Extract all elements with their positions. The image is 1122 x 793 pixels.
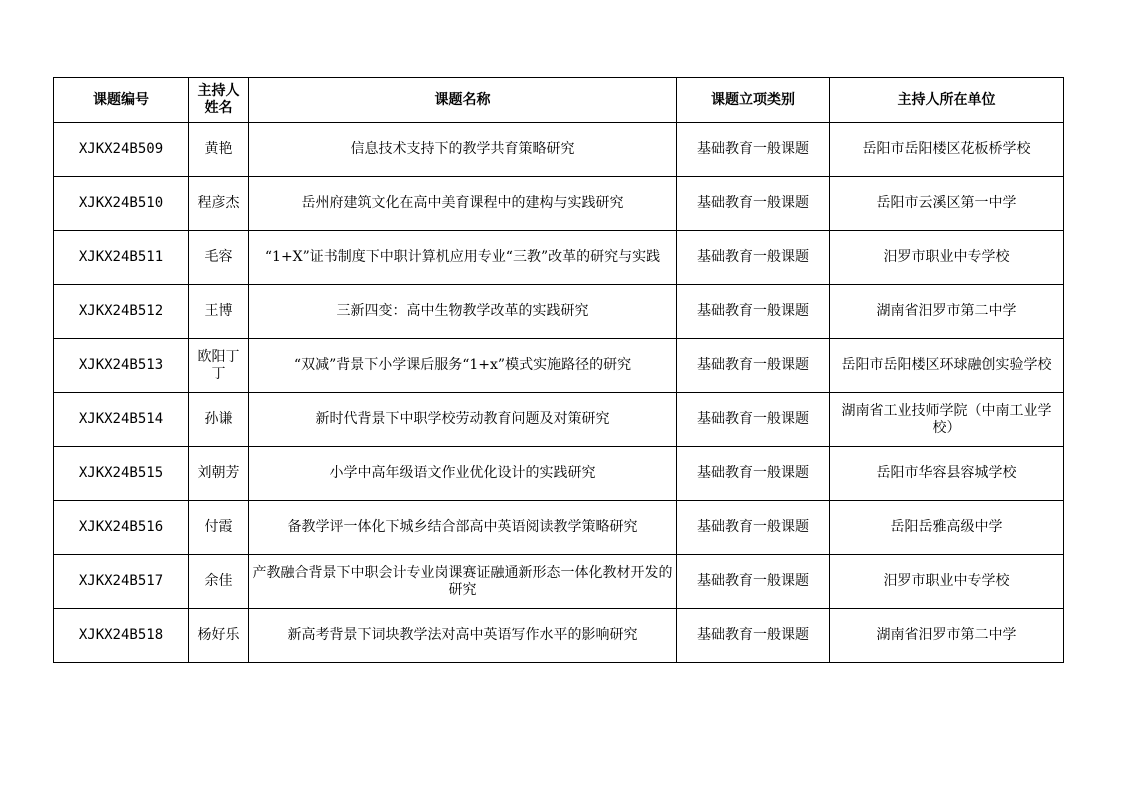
cell-host: 杨好乐 bbox=[189, 609, 249, 663]
cell-title: 新时代背景下中职学校劳动教育问题及对策研究 bbox=[249, 393, 677, 447]
cell-title: “双减”背景下小学课后服务“1+x”模式实施路径的研究 bbox=[249, 339, 677, 393]
cell-host: 王博 bbox=[189, 285, 249, 339]
table-row bbox=[54, 555, 1064, 609]
cell-code: XJKX24B511 bbox=[54, 231, 189, 285]
cell-unit: 汨罗市职业中专学校 bbox=[830, 231, 1064, 285]
cell-category: 基础教育一般课题 bbox=[677, 177, 830, 231]
cell-category: 基础教育一般课题 bbox=[677, 555, 830, 609]
cell-code: XJKX24B513 bbox=[54, 339, 189, 393]
cell-code: XJKX24B514 bbox=[54, 393, 189, 447]
cell-category: 基础教育一般课题 bbox=[677, 285, 830, 339]
table-header-row bbox=[54, 78, 1064, 123]
header-category: 课题立项类别 bbox=[677, 78, 830, 123]
cell-host: 程彦杰 bbox=[189, 177, 249, 231]
cell-host: 余佳 bbox=[189, 555, 249, 609]
cell-unit: 岳阳市岳阳楼区花板桥学校 bbox=[830, 123, 1064, 177]
cell-unit: 汨罗市职业中专学校 bbox=[830, 555, 1064, 609]
cell-unit: 湖南省工业技师学院（中南工业学校） bbox=[830, 393, 1064, 447]
cell-title: 岳州府建筑文化在高中美育课程中的建构与实践研究 bbox=[249, 177, 677, 231]
project-list-sheet bbox=[53, 77, 1063, 663]
cell-unit: 湖南省汨罗市第二中学 bbox=[830, 285, 1064, 339]
cell-code: XJKX24B517 bbox=[54, 555, 189, 609]
cell-category: 基础教育一般课题 bbox=[677, 609, 830, 663]
table-row bbox=[54, 393, 1064, 447]
cell-host: 黄艳 bbox=[189, 123, 249, 177]
cell-code: XJKX24B509 bbox=[54, 123, 189, 177]
header-title: 课题名称 bbox=[249, 78, 677, 123]
cell-unit: 湖南省汨罗市第二中学 bbox=[830, 609, 1064, 663]
cell-category: 基础教育一般课题 bbox=[677, 393, 830, 447]
cell-category: 基础教育一般课题 bbox=[677, 231, 830, 285]
cell-title: 备教学评一体化下城乡结合部高中英语阅读教学策略研究 bbox=[249, 501, 677, 555]
cell-title: 小学中高年级语文作业优化设计的实践研究 bbox=[249, 447, 677, 501]
cell-host: 刘朝芳 bbox=[189, 447, 249, 501]
cell-host: 毛容 bbox=[189, 231, 249, 285]
cell-host: 孙谦 bbox=[189, 393, 249, 447]
cell-unit: 岳阳市岳阳楼区环球融创实验学校 bbox=[830, 339, 1064, 393]
table-row bbox=[54, 609, 1064, 663]
project-table bbox=[53, 77, 1064, 663]
header-host: 主持人姓名 bbox=[189, 78, 249, 123]
cell-title: 产教融合背景下中职会计专业岗课赛证融通新形态一体化教材开发的研究 bbox=[249, 555, 677, 609]
cell-title: “1+X”证书制度下中职计算机应用专业“三教”改革的研究与实践 bbox=[249, 231, 677, 285]
cell-category: 基础教育一般课题 bbox=[677, 447, 830, 501]
cell-category: 基础教育一般课题 bbox=[677, 339, 830, 393]
cell-unit: 岳阳岳雅高级中学 bbox=[830, 501, 1064, 555]
header-unit: 主持人所在单位 bbox=[830, 78, 1064, 123]
cell-category: 基础教育一般课题 bbox=[677, 501, 830, 555]
table-row bbox=[54, 123, 1064, 177]
table-row bbox=[54, 447, 1064, 501]
table-row bbox=[54, 501, 1064, 555]
table-row bbox=[54, 285, 1064, 339]
cell-code: XJKX24B516 bbox=[54, 501, 189, 555]
cell-host: 付霞 bbox=[189, 501, 249, 555]
cell-code: XJKX24B518 bbox=[54, 609, 189, 663]
cell-title: 信息技术支持下的教学共育策略研究 bbox=[249, 123, 677, 177]
cell-code: XJKX24B512 bbox=[54, 285, 189, 339]
cell-code: XJKX24B510 bbox=[54, 177, 189, 231]
cell-title: 新高考背景下词块教学法对高中英语写作水平的影响研究 bbox=[249, 609, 677, 663]
cell-code: XJKX24B515 bbox=[54, 447, 189, 501]
cell-unit: 岳阳市云溪区第一中学 bbox=[830, 177, 1064, 231]
table-row bbox=[54, 231, 1064, 285]
table-row bbox=[54, 339, 1064, 393]
cell-host: 欧阳丁丁 bbox=[189, 339, 249, 393]
header-code: 课题编号 bbox=[54, 78, 189, 123]
table-row bbox=[54, 177, 1064, 231]
cell-title: 三新四变：高中生物教学改革的实践研究 bbox=[249, 285, 677, 339]
cell-unit: 岳阳市华容县容城学校 bbox=[830, 447, 1064, 501]
cell-category: 基础教育一般课题 bbox=[677, 123, 830, 177]
